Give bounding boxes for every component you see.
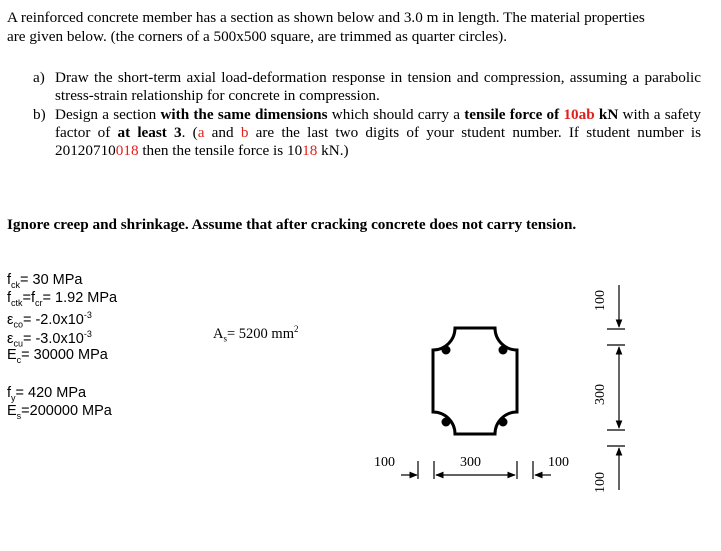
prop-fck: $f_{ck}= 30$ MPa — [7, 272, 83, 290]
prop-eco: $\varepsilon_{co}= -2.0x10^{-3}$ — [7, 310, 92, 330]
dim-side-middle: 300 — [593, 384, 608, 405]
question-a-label: a) — [33, 69, 45, 86]
question-b-label: b) — [33, 106, 46, 123]
question-a-text: Draw the short-term axial load-deformation response in tension and compression, assuming a parabolic stress-strain relationship for concrete in compression. — [55, 69, 701, 104]
prop-ecu: $\varepsilon_{cu}= -3.0x10^{-3}$ — [7, 329, 92, 349]
assumption-note: Ignore creep and shrinkage. Assume that after cracking concrete does not carry tension. — [7, 216, 577, 233]
steel-area: $A_s= 5200$ $mm^2$ — [213, 324, 299, 344]
prop-fy: $f_y= 420$ MPa — [7, 385, 87, 403]
dim-bottom-middle: 300 — [460, 455, 481, 470]
dim-bottom-left: 100 — [374, 455, 395, 470]
intro-line-2: are given below. (the corners of a 500x500 square, are trimmed as quarter circles). — [7, 28, 507, 45]
dim-side-top: 100 — [593, 290, 608, 311]
prop-es: $E_s=200000$ MPa — [7, 403, 112, 421]
dim-bottom-right: 100 — [548, 455, 569, 470]
dim-side-bottom: 100 — [593, 472, 608, 493]
question-b-text: Design a section with the same dimensions which should carry a tensile force of 10ab kN with a safety factor of at least 3. (a and b are the last two digits of your student number. If student number is 20120710018 then the tensile force is 1018 kN.) — [55, 106, 701, 159]
prop-fctk: $f_{ctk}=f_{cr}= 1.92$ MPa — [7, 290, 118, 308]
intro-line-1: A reinforced concrete member has a section as shown below and 3.0 m in length. The material properties — [7, 9, 645, 26]
prop-ec: $E_c= 30000$ MPa — [7, 347, 108, 365]
rebar-bottom-right — [499, 418, 508, 427]
rebar-top-right — [499, 346, 508, 355]
rebar-top-left — [442, 346, 451, 355]
rebar-bottom-left — [442, 418, 451, 427]
side-dimensions — [607, 285, 625, 490]
